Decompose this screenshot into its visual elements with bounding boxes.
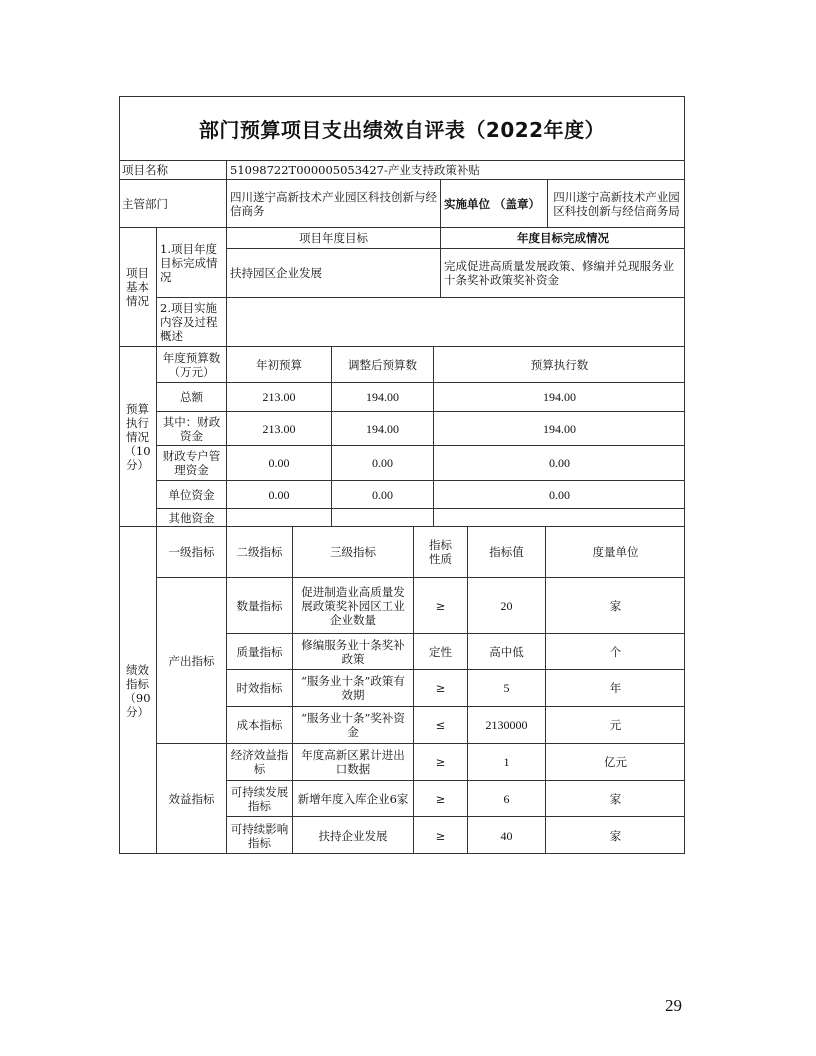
budget-row-executed: 194.00 (434, 383, 685, 412)
output-indicator-label: 产出指标 (157, 578, 227, 744)
budget-row-executed: 0.00 (434, 446, 685, 481)
indicator-nature: ≥ (414, 817, 468, 854)
indicator-nature: ≥ (414, 781, 468, 817)
executed-budget-header: 预算执行数 (434, 347, 685, 383)
budget-row-adjusted: 194.00 (332, 383, 434, 412)
impl-unit-label: 实施单位 （盖章） (441, 180, 548, 228)
budget-row-name: 其他资金 (157, 509, 227, 527)
budget-row-executed: 0.00 (434, 481, 685, 509)
col-goal-header: 项目年度目标 (227, 228, 441, 249)
budget-row-executed (434, 509, 685, 527)
indicator-nature: ≥ (414, 670, 468, 707)
indicator-unit: 家 (609, 828, 622, 843)
initial-budget-header: 年初预算 (227, 347, 332, 383)
budget-row-initial: 213.00 (227, 412, 332, 446)
indicator-unit: 年 (546, 670, 685, 707)
done-value: 完成促进高质量发展政策、修编并兑现服务业十条奖补政策奖补资金 (441, 249, 685, 298)
indicator-unit: 亿元 (546, 744, 685, 781)
header-level1: 一级指标 (157, 527, 227, 578)
budget-unit-header: 年度预算数（万元） (157, 347, 227, 383)
indicator-value: 1 (468, 744, 546, 781)
goal-value: 扶持园区企业发展 (227, 249, 441, 298)
header-unit: 度量单位 (546, 527, 685, 578)
impl-unit-value: 四川遂宁高新技术产业园区科技创新与经信商务局 (548, 180, 685, 228)
indicator-value: 高中低 (468, 634, 546, 670)
indicator-value: 6 (468, 781, 546, 817)
indicator-nature: ≥ (414, 744, 468, 781)
goal-label: 1.项目年度目标完成情况 (157, 228, 227, 298)
header-nature: 指标性质 (414, 527, 468, 578)
budget-row-adjusted: 0.00 (332, 481, 434, 509)
indicator-nature: ≥ (414, 578, 468, 634)
budget-row-executed: 194.00 (434, 412, 685, 446)
indicator-unit: 家 (546, 781, 685, 817)
budget-row-name: 单位资金 (157, 481, 227, 509)
department-label: 主管部门 (119, 180, 227, 228)
basic-info-label: 项目基本情况 (119, 228, 157, 347)
project-name-label: 项目名称 (119, 160, 227, 180)
indicator-value: 5 (468, 670, 546, 707)
indicator-level3: 促进制造业高质量发展政策奖补园区工业企业数量 (293, 578, 414, 634)
indicator-level2: 数量指标 (227, 578, 293, 634)
budget-row-initial: 0.00 (227, 481, 332, 509)
adjusted-budget-header: 调整后预算数 (332, 347, 434, 383)
budget-row-name: 财政专户管理资金 (157, 446, 227, 481)
indicator-level3: 修编服务业十条奖补政策 (293, 634, 414, 670)
header-level2: 二级指标 (227, 527, 293, 578)
project-name-value: 51098722T000005053427-产业支持政策补贴 (227, 160, 685, 180)
indicator-level2: 质量指标 (227, 634, 293, 670)
budget-row-initial: 213.00 (227, 383, 332, 412)
page-number: 29 (665, 996, 682, 1015)
process-value (227, 298, 685, 347)
col-done-header: 年度目标完成情况 (441, 228, 685, 249)
indicator-level3: 新增年度入库企业6家 (293, 781, 414, 817)
indicator-unit: 个 (546, 634, 685, 670)
indicator-level2: 可持续发展指标 (227, 781, 293, 817)
budget-row-initial: 0.00 (227, 446, 332, 481)
budget-row-adjusted: 0.00 (332, 446, 434, 481)
indicator-level3: 扶持企业发展 (293, 817, 414, 854)
indicator-level2: 成本指标 (227, 707, 293, 744)
budget-row-name: 其中：财政资金 (157, 412, 227, 446)
budget-row-initial (227, 509, 332, 527)
department-value: 四川遂宁高新技术产业园区科技创新与经信商务 (227, 180, 441, 228)
indicator-nature: ≤ (414, 707, 468, 744)
effect-indicator-label: 效益指标 (157, 744, 227, 854)
indicator-level3: “服务业十条”政策有效期 (293, 670, 414, 707)
page-title: 部门预算项目支出绩效自评表（2022年度） (198, 117, 606, 142)
budget-row-adjusted: 194.00 (332, 412, 434, 446)
indicator-level3: “服务业十条”奖补资金 (293, 707, 414, 744)
indicator-level2: 时效指标 (227, 670, 293, 707)
indicator-level3: 年度高新区累计进出口数据 (293, 744, 414, 781)
indicator-nature: 定性 (414, 634, 468, 670)
process-label: 2.项目实施内容及过程概述 (157, 298, 227, 347)
indicator-unit: 家 (546, 578, 685, 634)
header-level3: 三级指标 (293, 527, 414, 578)
indicator-level2: 可持续影响指标 (227, 817, 293, 854)
indicator-unit: 元 (546, 707, 685, 744)
header-value: 指标值 (468, 527, 546, 578)
indicator-value: 20 (468, 578, 546, 634)
budget-label: 预算执行情况（10分） (119, 347, 157, 527)
budget-row-adjusted (332, 509, 434, 527)
indicator-level2: 经济效益指标 (227, 744, 293, 781)
budget-row-name: 总额 (157, 383, 227, 412)
indicator-value: 40 (468, 817, 546, 854)
performance-label: 绩效指标（90分） (119, 527, 157, 854)
indicator-value: 2130000 (468, 707, 546, 744)
